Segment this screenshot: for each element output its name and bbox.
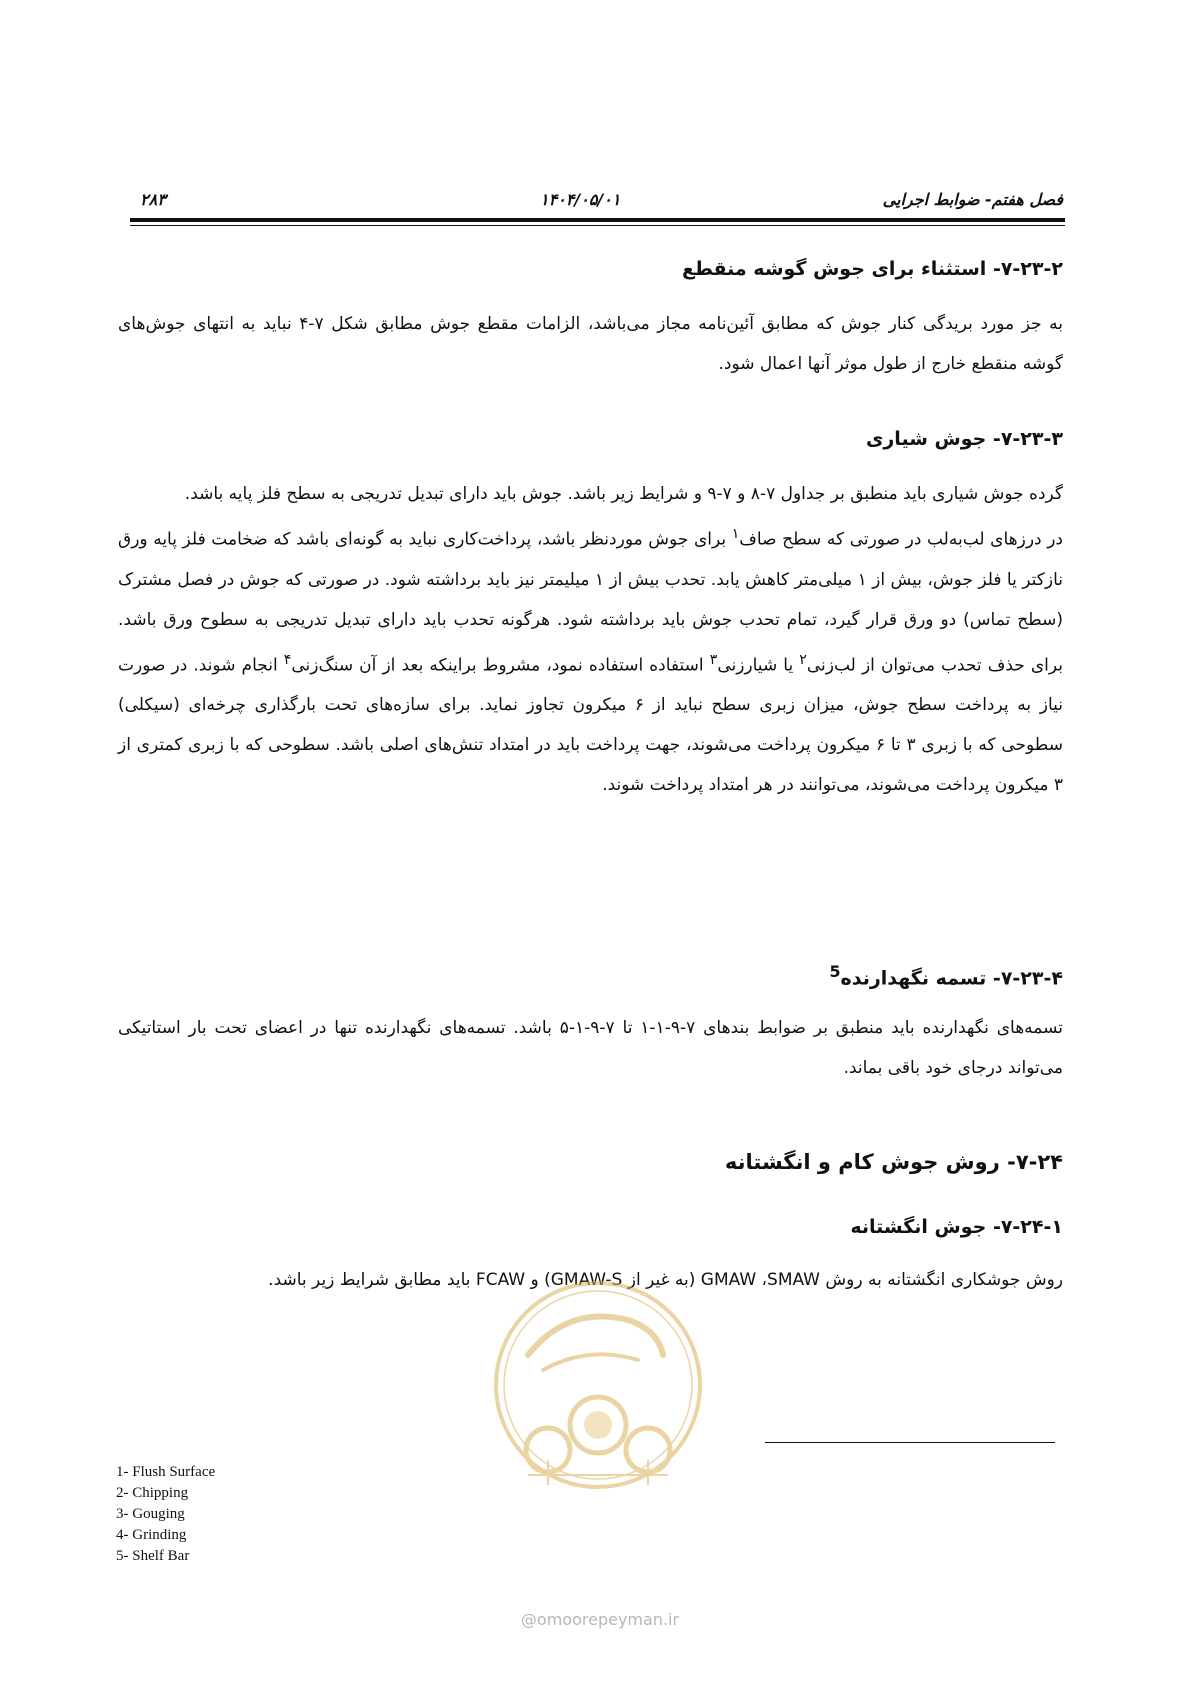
header-rule-thick xyxy=(130,218,1065,222)
footnote: 1- Flush Surface xyxy=(116,1464,216,1480)
section-heading: ۷-۲۴-۱- جوش انگشتانه xyxy=(850,1216,1063,1238)
footnote: 5- Shelf Bar xyxy=(116,1548,190,1564)
footnote: 2- Chipping xyxy=(116,1485,189,1501)
footnote-marker: ۱ xyxy=(731,526,740,542)
footnote: 3- Gouging xyxy=(116,1506,185,1522)
paragraph: گرده جوش شیاری باید منطبق بر جداول ۷-۸ و ۷-۹ و شرایط زیر باشد. جوش باید دارای تبدیل تدریجی به سطح فلز پایه باشد. xyxy=(184,484,1063,504)
footnote-marker: ۲ xyxy=(799,651,807,668)
section-body xyxy=(118,474,1063,805)
paragraph: در درزهای لب‌به‌لب در صورتی که سطح صاف$^۱$ برای جوش موردنظر باشد، پرداخت‌کاری نباید به گونه‌ای باشد که ضخامت فلز پایه ورق نازکتر یا فلز جوش، بیش از ۱ میلی‌متر کاهش یابد. تحدب بیش از ۱ میلیمتر نیز باید برداشته شود. در صورتی که جوش در فصل مشترک (سطح تماس) دو ورق قرار گیرد، تمام تحدب جوش باید برداشته شود. هرگونه تحدب باید دارای تبدیل تدریجی به سطوح ورق باشد. برای حذف تحدب می‌توان از لب‌زنی$^۲$ یا شیارزنی$^۳$ استفاده استفاده نمود، مشروط براینکه بعد از آن سنگ‌زنی$^۴$ انجام شوند. در صورت نیاز به پرداخت سطح جوش، میزان زبری سطح نباید از ۶ میکرون تجاوز نماید. برای سازه‌های تحت بارگذاری چرخه‌ای (سیکلی) سطوحی که با زبری ۳ تا ۶ میکرون پرداخت می‌شوند، جهت پرداخت باید در امتداد تنش‌های اصلی باشد. سطوحی که با زبری کمتری از ۳ میکرون پرداخت می‌شوند، می‌توانند در هر امتداد پرداخت شوند. xyxy=(118,526,1064,796)
footnote-rule xyxy=(765,1442,1055,1443)
chapter-section-heading: ۷-۲۴- روش جوش کام و انگشتانه xyxy=(724,1150,1063,1174)
footnotes xyxy=(116,1462,215,1567)
header-rule-thin xyxy=(130,225,1065,226)
watermark-url: @omoorepeyman.ir xyxy=(520,1610,680,1629)
footnote: 4- Grinding xyxy=(116,1527,187,1543)
watermark-logo xyxy=(488,1275,708,1595)
section-heading: ۷-۲۳-۲- استثناء برای جوش گوشه منقطع xyxy=(682,258,1063,280)
section-body: روش جوشکاری انگشتانه به روش GMAW ،SMAW (به غیر از GMAW-S) و FCAW باید مطابق شرایط زیر باشد. xyxy=(268,1270,1063,1290)
document-date: ۱۴۰۴/۰۵/۰۱ xyxy=(540,190,621,209)
page-number: ۲۸۳ xyxy=(140,190,166,209)
section-heading: ۷-۲۳-۴- تسمه نگهدارنده$^5$ xyxy=(829,962,1063,990)
footnote-marker: ۳ xyxy=(709,651,718,668)
chapter-title: فصل هفتم- ضوابط اجرایی xyxy=(882,190,1063,209)
footnote-marker: ۴ xyxy=(283,651,292,668)
section-body: به جز مورد بریدگی کنار جوش که مطابق آئین‌نامه مجاز می‌باشد، الزامات مقطع جوش مطابق شکل ۷-۴ نباید به انتهای جوش‌های گوشه منقطع خارج از طول موثر آنها اعمال شود. xyxy=(118,314,1064,374)
section-heading: ۷-۲۳-۳- جوش شیاری xyxy=(865,428,1063,450)
section-body: تسمه‌های نگهدارنده باید منطبق بر ضوابط بندهای ۷-۹-۱-۱ تا ۷-۹-۱-۵ باشد. تسمه‌های نگهدارنده تنها در اعضای تحت بار استاتیکی می‌تواند درجای خود باقی بماند. xyxy=(118,1018,1064,1078)
footnote-marker: 5 xyxy=(829,962,841,981)
